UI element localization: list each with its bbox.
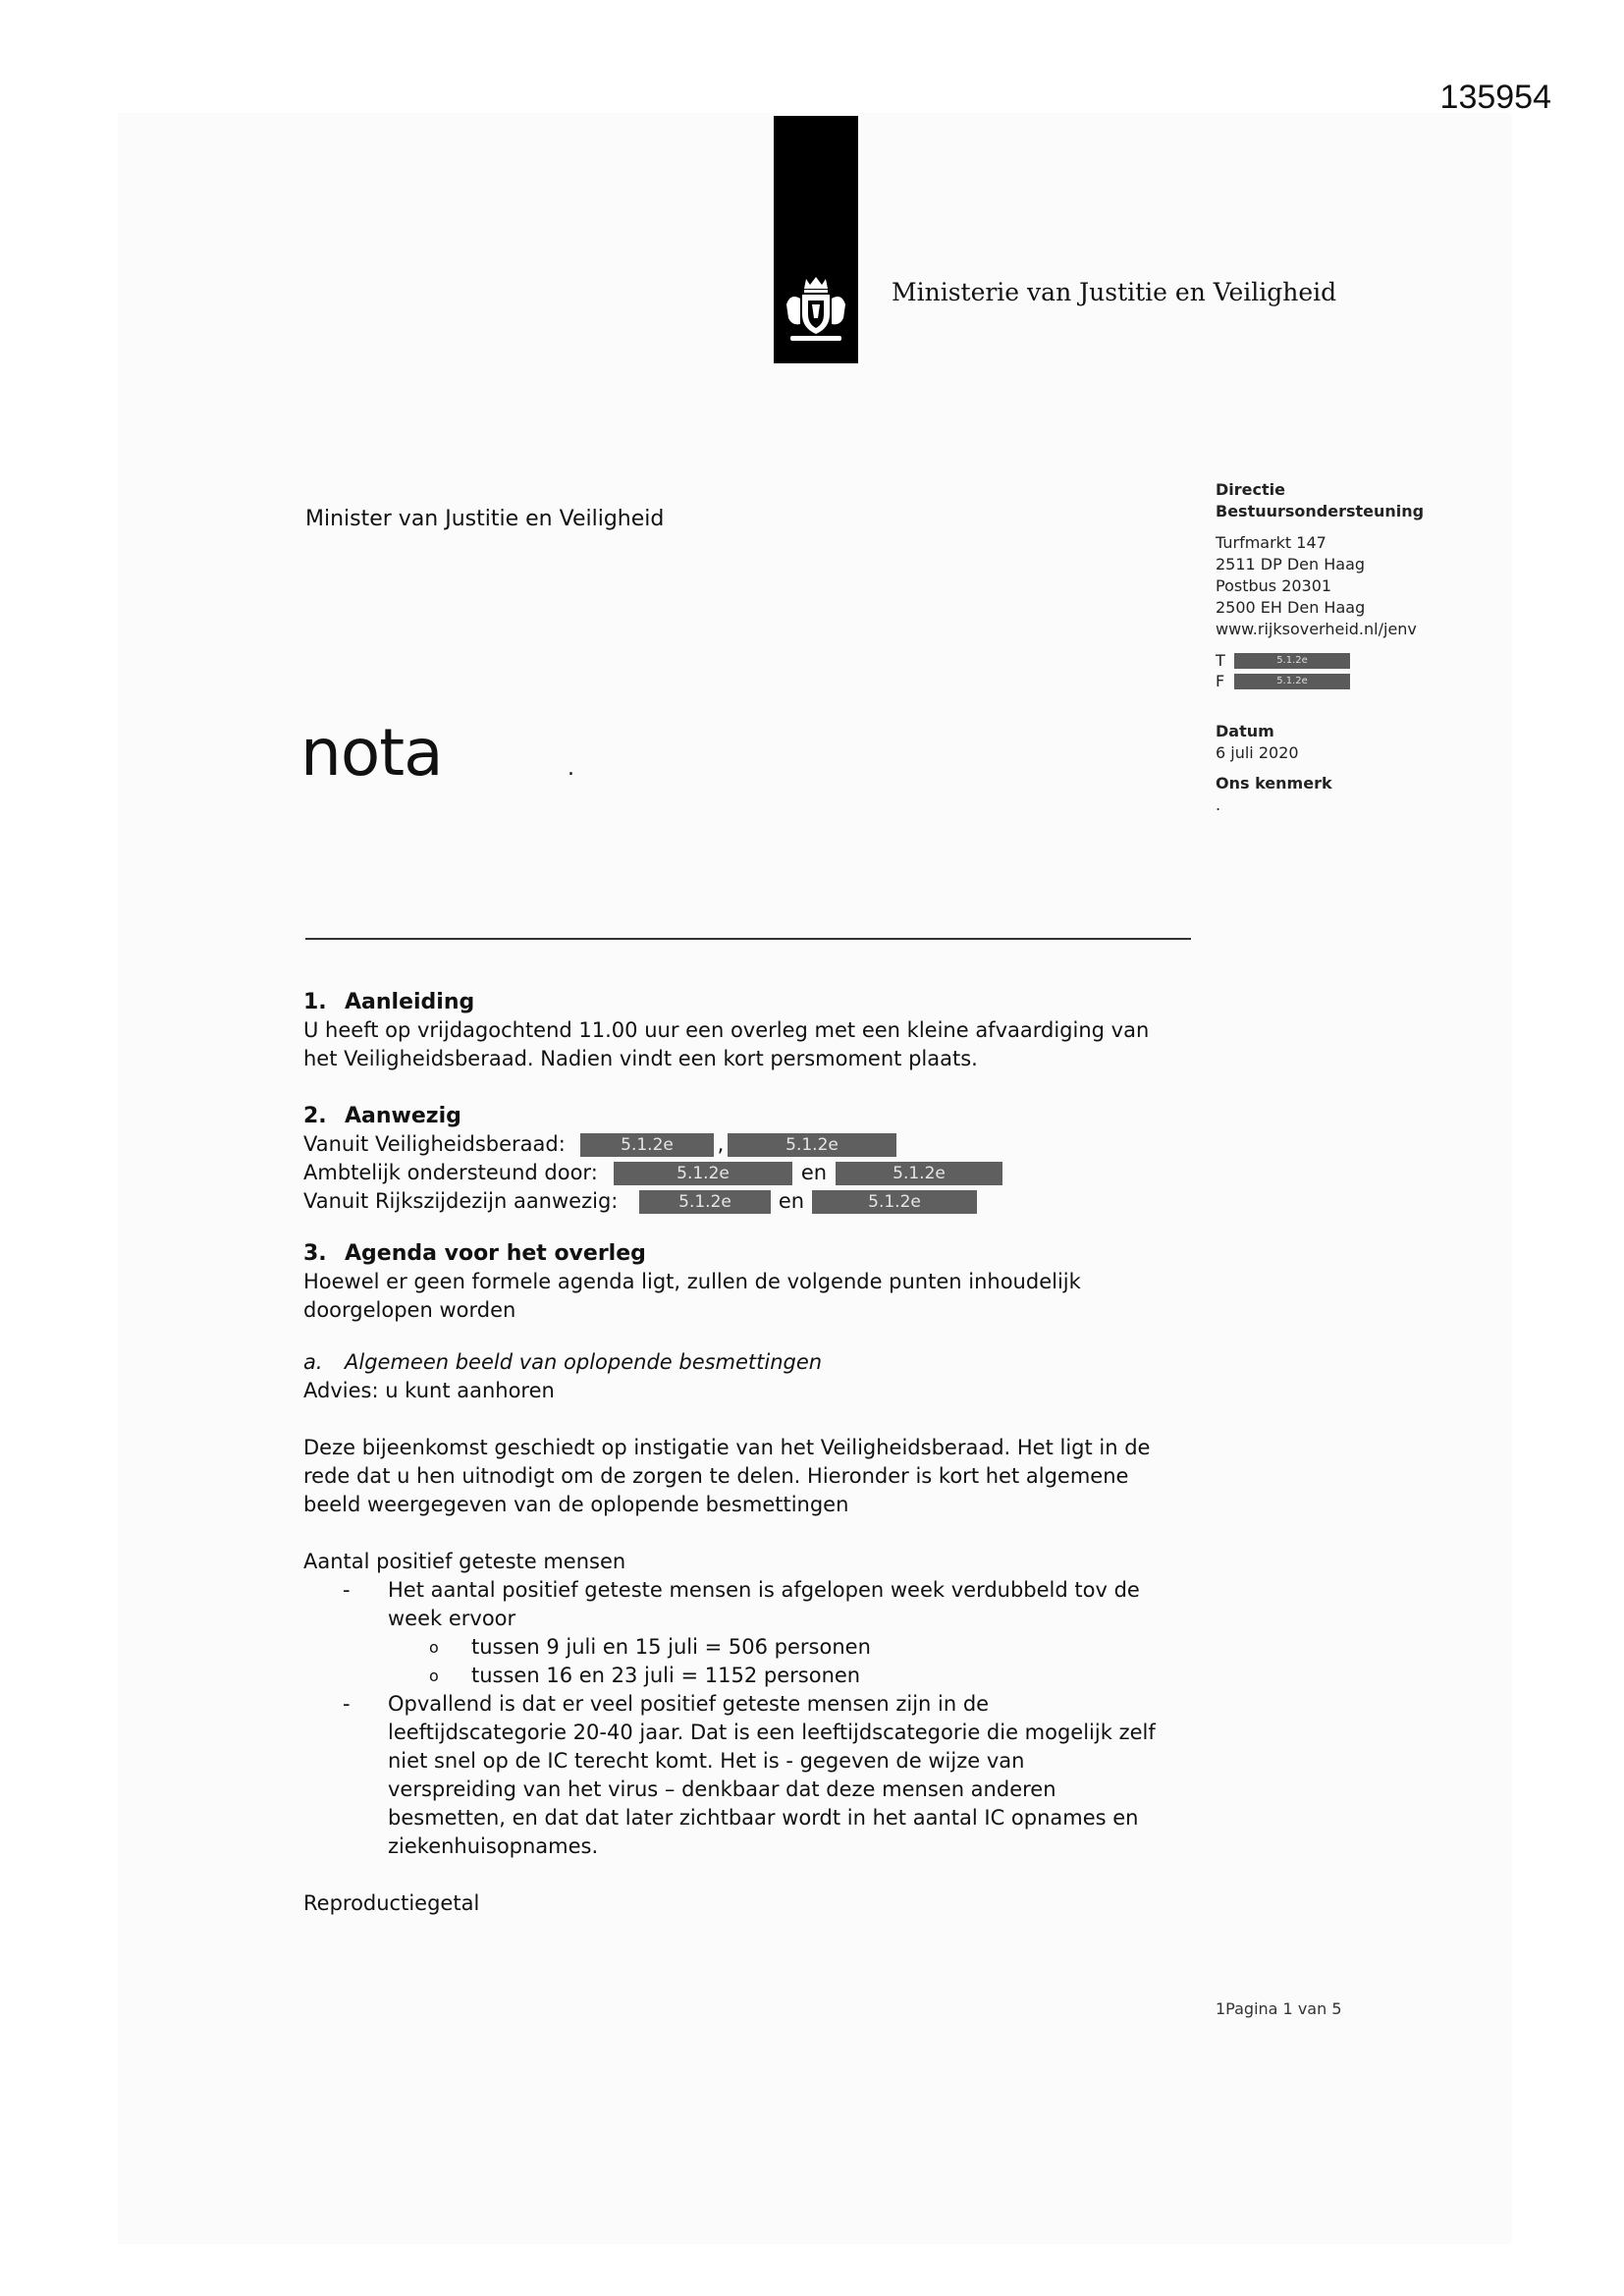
- attendee-label: Vanuit Veiligheidsberaad:: [303, 1132, 566, 1156]
- redaction-box: 5.1.2e: [728, 1133, 896, 1157]
- attendee-row: [303, 1187, 1217, 1216]
- address-line: Turfmarkt 147: [1216, 533, 1326, 552]
- paragraph-line: Hoewel er geen formele agenda ligt, zullen de volgende punten inhoudelijk: [303, 1270, 1081, 1293]
- bullet: -: [343, 1692, 351, 1716]
- redaction-box: 5.1.2e: [812, 1190, 977, 1214]
- website-link[interactable]: www.rijksoverheid.nl/jenv: [1216, 620, 1417, 638]
- list-item: - Opvallend is dat er veel positief geteste mensen zijn in de leeftijdscategorie 20-40 jaar. Dat is een leeftijdscategorie die mogelijk zelf niet snel op de IC terecht komt. Het is - gegeven de wijze van verspreiding van het virus – denkbaar dat deze mensen anderen besmetten, en dat dat later zichtbaar wordt in het aantal IC opnames en ziekenhuisopnames.: [303, 1690, 1217, 1861]
- subheading-positives: Aantal positief geteste mensen: [303, 1550, 626, 1573]
- redaction-box: 5.1.2e: [580, 1133, 714, 1157]
- stray-dot: .: [568, 756, 574, 781]
- memo-body: [303, 988, 1217, 1918]
- separator: en: [778, 1189, 805, 1213]
- bullet: -: [343, 1578, 351, 1602]
- paragraph-line: het Veiligheidsberaad. Nadien vindt een kort persmoment plaats.: [303, 1047, 978, 1070]
- redaction-box: 5.1.2e: [1234, 674, 1350, 689]
- address-line: 2500 EH Den Haag: [1216, 598, 1366, 617]
- address-line: 2511 DP Den Haag: [1216, 555, 1366, 574]
- royal-crest-icon: [783, 275, 849, 344]
- reference-label: Ons kenmerk: [1216, 774, 1332, 793]
- address-line: Postbus 20301: [1216, 576, 1332, 595]
- department-line-2: Bestuursondersteuning: [1216, 502, 1425, 520]
- attendee-row: [303, 1130, 1217, 1159]
- agenda-item-a: a. Algemeen beeld van oplopende besmettingen: [303, 1350, 823, 1374]
- fax-row: [1216, 671, 1510, 691]
- redaction-box: 5.1.2e: [1234, 653, 1350, 669]
- sub-list-item: o tussen 9 juli en 15 juli = 506 personen: [303, 1633, 1217, 1662]
- phone-row: [1216, 650, 1510, 671]
- paragraph-line: Deze bijeenkomst geschiedt op instigatie van het Veiligheidsberaad. Het ligt in de: [303, 1436, 1151, 1459]
- date-value: 6 juli 2020: [1216, 743, 1299, 762]
- department-line-1: Directie: [1216, 480, 1285, 499]
- attendee-row: [303, 1159, 1217, 1187]
- phone-key: T: [1216, 650, 1225, 670]
- attendee-label: Ambtelijk ondersteund door:: [303, 1161, 598, 1184]
- section-heading-2: 2. Aanwezig: [303, 1104, 461, 1128]
- section-heading-1: 1. Aanleiding: [303, 990, 475, 1014]
- separator: ,: [717, 1132, 725, 1156]
- government-logo: [774, 116, 858, 363]
- sub-bullet: o: [429, 1638, 439, 1657]
- paragraph-line: beeld weergegeven van de oplopende besmettingen: [303, 1493, 849, 1516]
- attendee-label: Vanuit Rijkszijdezijn aanwezig:: [303, 1189, 619, 1213]
- header-divider: [305, 938, 1191, 940]
- redaction-box: 5.1.2e: [614, 1162, 792, 1185]
- sub-list-item: o tussen 16 en 23 juli = 1152 personen: [303, 1662, 1217, 1690]
- sub-bullet: o: [429, 1667, 439, 1685]
- document-id: 135954: [1439, 79, 1551, 116]
- advice-line: Advies: u kunt aanhoren: [303, 1379, 555, 1402]
- date-label: Datum: [1216, 722, 1274, 740]
- addressee: Minister van Justitie en Veiligheid: [305, 507, 665, 531]
- paragraph-line: rede dat u hen uitnodigt om de zorgen te delen. Hieronder is kort het algemene: [303, 1464, 1129, 1488]
- fax-key: F: [1216, 671, 1225, 690]
- paragraph-line: U heeft op vrijdagochtend 11.00 uur een overleg met een kleine afvaardiging van: [303, 1018, 1150, 1042]
- separator: en: [800, 1161, 828, 1184]
- redaction-box: 5.1.2e: [639, 1190, 771, 1214]
- reference-value: .: [1216, 795, 1221, 814]
- subheading-reproduction: Reproductiegetal: [303, 1891, 480, 1915]
- ministry-name: Ministerie van Justitie en Veiligheid: [892, 278, 1337, 306]
- list-item: - Het aantal positief geteste mensen is afgelopen week verdubbeld tov de week ervoor: [303, 1576, 1217, 1633]
- page-number: 1Pagina 1 van 5: [1216, 1999, 1342, 2018]
- redaction-box: 5.1.2e: [836, 1162, 1002, 1185]
- section-heading-3: 3. Agenda voor het overleg: [303, 1241, 646, 1266]
- paragraph-line: doorgelopen worden: [303, 1298, 516, 1322]
- document-type-title: nota: [300, 715, 443, 791]
- sender-sidebar: [1216, 479, 1510, 816]
